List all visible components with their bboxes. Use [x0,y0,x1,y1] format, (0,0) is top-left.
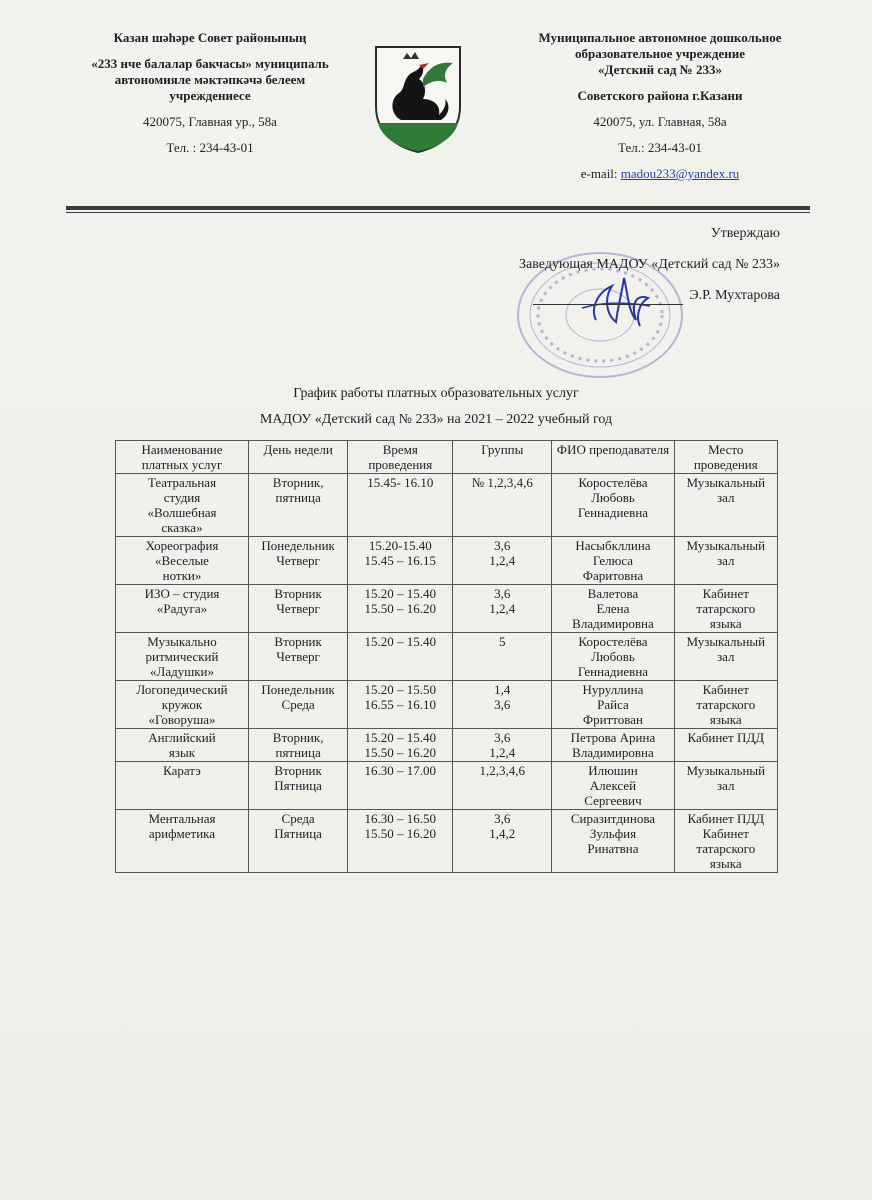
cell-days-line: Понедельник [261,538,335,553]
table-row [116,762,778,810]
cell-time [348,810,453,873]
cell-time-line: 16.55 – 16.10 [364,697,437,712]
cell-teacher-line: Петрова Арина [570,730,656,745]
document-title-line2: МАДОУ «Детский сад № 233» на 2021 – 2022 учебный год [259,412,613,427]
header-cell-time: Время проведения [348,441,453,474]
cell-teacher [552,762,674,810]
header-right-line4: Советского района г.Казани [577,88,743,103]
signature-underline [533,304,683,305]
cell-teacher-line: Илюшин [588,763,638,778]
cell-place [674,585,777,633]
cell-days-line: пятница [275,490,321,505]
cell-days [248,762,347,810]
cell-place-line: Музыкальный [686,475,766,490]
cell-teacher-line: Ринатвна [587,841,639,856]
cell-teacher-line: Сиразитдинова [570,811,656,826]
cell-place-line: зал [717,778,735,793]
header-right-line2: образовательное учреждение [575,46,745,61]
cell-teacher [552,537,674,585]
header-right-russian [500,30,820,182]
cell-teacher-line: Валетова [587,586,639,601]
cell-groups-line: 5 [499,634,506,649]
cell-place-line: зал [717,490,735,505]
cell-service-line: ритмический [145,649,219,664]
cell-time-line: 15.50 – 16.20 [364,826,437,841]
cell-days-line: Пятница [274,826,322,841]
table-row [116,585,778,633]
cell-time-line: 15.50 – 16.20 [364,745,437,760]
header-right-line1: Муниципальное автономное дошкольное [538,30,782,45]
cell-groups-line: № 1,2,3,4,6 [471,475,533,490]
header-left-line4: учреждениесе [169,88,251,103]
cell-place-line: татарского [696,841,756,856]
cell-time-line: 15.50 – 16.20 [364,601,437,616]
cell-groups [453,681,552,729]
cell-place-line: Кабинет ПДД [687,811,765,826]
cell-place-line: языка [709,616,742,631]
header-cell-service: Наименование платных услуг [116,441,249,474]
cell-service-line: арифметика [148,826,216,841]
cell-time [348,762,453,810]
header-divider-thick [66,206,810,210]
cell-service [116,474,249,537]
cell-groups-line: 3,6 [494,697,511,712]
header-cell-days: День недели [248,441,347,474]
cell-groups-line: 1,2,4 [489,745,516,760]
cell-service-line: Театральная [147,475,217,490]
cell-teacher-line: Геннадиевна [577,505,649,520]
cell-time-line: 15.20 – 15.40 [364,586,437,601]
cell-place [674,681,777,729]
cell-place-line: языка [709,712,742,727]
cell-service [116,762,249,810]
cell-days-line: Вторник [274,586,322,601]
cell-teacher-line: Нуруллина [582,682,644,697]
cell-days [248,537,347,585]
cell-days-line: Четверг [276,553,320,568]
cell-teacher [552,585,674,633]
cell-service-line: Ментальная [148,811,216,826]
cell-teacher-line: Гелюса [592,553,634,568]
cell-place [674,762,777,810]
cell-days-line: Понедельник [261,682,335,697]
cell-time [348,474,453,537]
cell-place-line: языка [709,856,742,871]
approval-block [519,225,780,318]
cell-groups-line: 1,2,4 [489,601,516,616]
cell-place [674,633,777,681]
cell-service-line: «Говоруша» [148,712,216,727]
cell-service-line: «Веселые [155,553,209,568]
header-cell-place: Место проведения [674,441,777,474]
cell-teacher-line: Фаритовна [582,568,644,583]
cell-place-line: Кабинет [702,586,749,601]
header-left-line2: «233 нче балалар бакчасы» муниципаль [91,56,329,71]
cell-days-line: Среда [281,697,315,712]
header-cell-groups: Группы [453,441,552,474]
cell-groups [453,729,552,762]
header-right-email-line [500,166,820,182]
cell-days [248,633,347,681]
cell-place-line: Музыкальный [686,634,766,649]
cell-service [116,585,249,633]
cell-days-line: Пятница [274,778,322,793]
cell-groups-line: 3,6 [494,730,511,745]
email-link[interactable]: madou233@yandex.ru [620,166,740,181]
cell-time-line: 16.30 – 17.00 [364,763,437,778]
cell-place-line: Музыкальный [686,538,766,553]
cell-teacher-line: Любовь [591,649,635,664]
cell-days-line: Четверг [276,601,320,616]
cell-service-line: нотки» [162,568,202,583]
cell-service [116,633,249,681]
cell-days-line: Вторник [274,763,322,778]
cell-days [248,474,347,537]
cell-groups-line: 1,4,2 [489,826,516,841]
approval-word: Утверждаю [710,226,780,241]
cell-teacher-line: Сергеевич [584,793,642,808]
cell-days-line: Среда [281,811,315,826]
cell-place-line: Кабинет [702,826,749,841]
cell-time-line: 16.30 – 16.50 [364,811,437,826]
cell-place [674,474,777,537]
table-header-row [116,441,778,474]
kazan-coat-of-arms-icon [373,45,463,153]
cell-service-line: кружок [161,697,203,712]
table-body [116,474,778,873]
cell-service-line: «Ладушки» [150,664,214,679]
cell-teacher-line: Райса [597,697,629,712]
cell-teacher-line: Елена [596,601,630,616]
cell-groups [453,537,552,585]
approval-position: Заведующая МАДОУ «Детский сад № 233» [519,257,780,272]
cell-days-line: пятница [275,745,321,760]
approval-signature-line [519,287,780,305]
cell-time [348,681,453,729]
cell-teacher [552,729,674,762]
header-divider-thin [66,212,810,213]
cell-time-line: 15.20 – 15.50 [364,682,437,697]
cell-days [248,585,347,633]
cell-place [674,729,777,762]
cell-service-line: Каратэ [163,763,201,778]
table-row [116,537,778,585]
cell-service-line: студия [163,490,201,505]
cell-time [348,537,453,585]
cell-time-line: 15.20 – 15.40 [364,634,437,649]
cell-place [674,810,777,873]
cell-teacher-line: Геннадиевна [577,664,649,679]
header-left-line1: Казан шәһәре Совет районының [113,30,307,45]
header-left-tatar [60,30,360,156]
cell-place-line: татарского [696,601,756,616]
table-row [116,633,778,681]
cell-teacher-line: Фриттован [582,712,644,727]
cell-service-line: Логопедический [136,682,228,697]
cell-time-line: 15.45- 16.10 [367,475,434,490]
cell-time [348,633,453,681]
cell-groups [453,810,552,873]
document-title-line1: График работы платных образовательных услуг [293,386,579,401]
cell-groups-line: 1,4 [494,682,511,697]
cell-groups [453,474,552,537]
cell-groups-line: 3,6 [494,811,511,826]
cell-service-line: сказка» [161,520,203,535]
cell-teacher-line: Любовь [591,490,635,505]
cell-days-line: Вторник [274,634,322,649]
cell-teacher [552,681,674,729]
cell-groups-line: 3,6 [494,538,511,553]
cell-place-line: татарского [696,697,756,712]
cell-place-line: Кабинет ПДД [687,730,765,745]
header-left-phone: Тел. : 234-43-01 [166,140,254,155]
cell-time-line: 15.20-15.40 [368,538,432,553]
cell-days-line: Вторник, [272,730,324,745]
cell-groups-line: 3,6 [494,586,511,601]
header-left-address: 420075, Главная ур., 58а [143,114,277,129]
cell-days [248,810,347,873]
cell-time-line: 15.45 – 16.15 [364,553,437,568]
table-row [116,729,778,762]
cell-groups [453,762,552,810]
cell-teacher-line: Коростелёва [578,475,648,490]
header-right-line3: «Детский сад № 233» [598,62,722,77]
cell-place [674,537,777,585]
header-cell-teacher: ФИО преподавателя [552,441,674,474]
cell-service [116,537,249,585]
cell-place-line: Кабинет [702,682,749,697]
cell-service [116,810,249,873]
cell-place-line: зал [717,649,735,664]
cell-service-line: Английский [148,730,216,745]
cell-teacher-line: Алексей [589,778,637,793]
table-row [116,681,778,729]
cell-teacher-line: Коростелёва [578,634,648,649]
cell-service-line: «Радуга» [156,601,208,616]
cell-days [248,681,347,729]
cell-teacher-line: Насыбкллина [575,538,651,553]
table-row [116,810,778,873]
header-right-phone: Тел.: 234-43-01 [618,140,702,155]
approval-name: Э.Р. Мухтарова [689,288,780,303]
cell-days-line: Вторник, [272,475,324,490]
cell-time-line: 15.20 – 15.40 [364,730,437,745]
cell-service-line: Музыкально [147,634,217,649]
cell-place-line: зал [717,553,735,568]
cell-groups-line: 1,2,3,4,6 [479,763,526,778]
email-label: e-mail: [580,166,618,181]
cell-days [248,729,347,762]
cell-service-line: «Волшебная [147,505,217,520]
cell-place-line: Музыкальный [686,763,766,778]
cell-groups-line: 1,2,4 [489,553,516,568]
cell-service [116,729,249,762]
cell-teacher-line: Владимировна [572,616,654,631]
cell-service [116,681,249,729]
cell-teacher-line: Владимировна [572,745,654,760]
cell-time [348,585,453,633]
cell-teacher [552,633,674,681]
cell-teacher [552,810,674,873]
cell-service-line: язык [168,745,196,760]
schedule-table [115,440,778,873]
cell-days-line: Четверг [276,649,320,664]
header-right-address: 420075, ул. Главная, 58а [593,114,727,129]
cell-teacher [552,474,674,537]
header-left-line3: автономияле мәктәпкәчә белеем [114,72,306,87]
cell-groups [453,585,552,633]
cell-groups [453,633,552,681]
cell-service-line: Хореография [145,538,219,553]
cell-time [348,729,453,762]
cell-service-line: ИЗО – студия [144,586,220,601]
table-row [116,474,778,537]
cell-teacher-line: Зульфия [589,826,637,841]
